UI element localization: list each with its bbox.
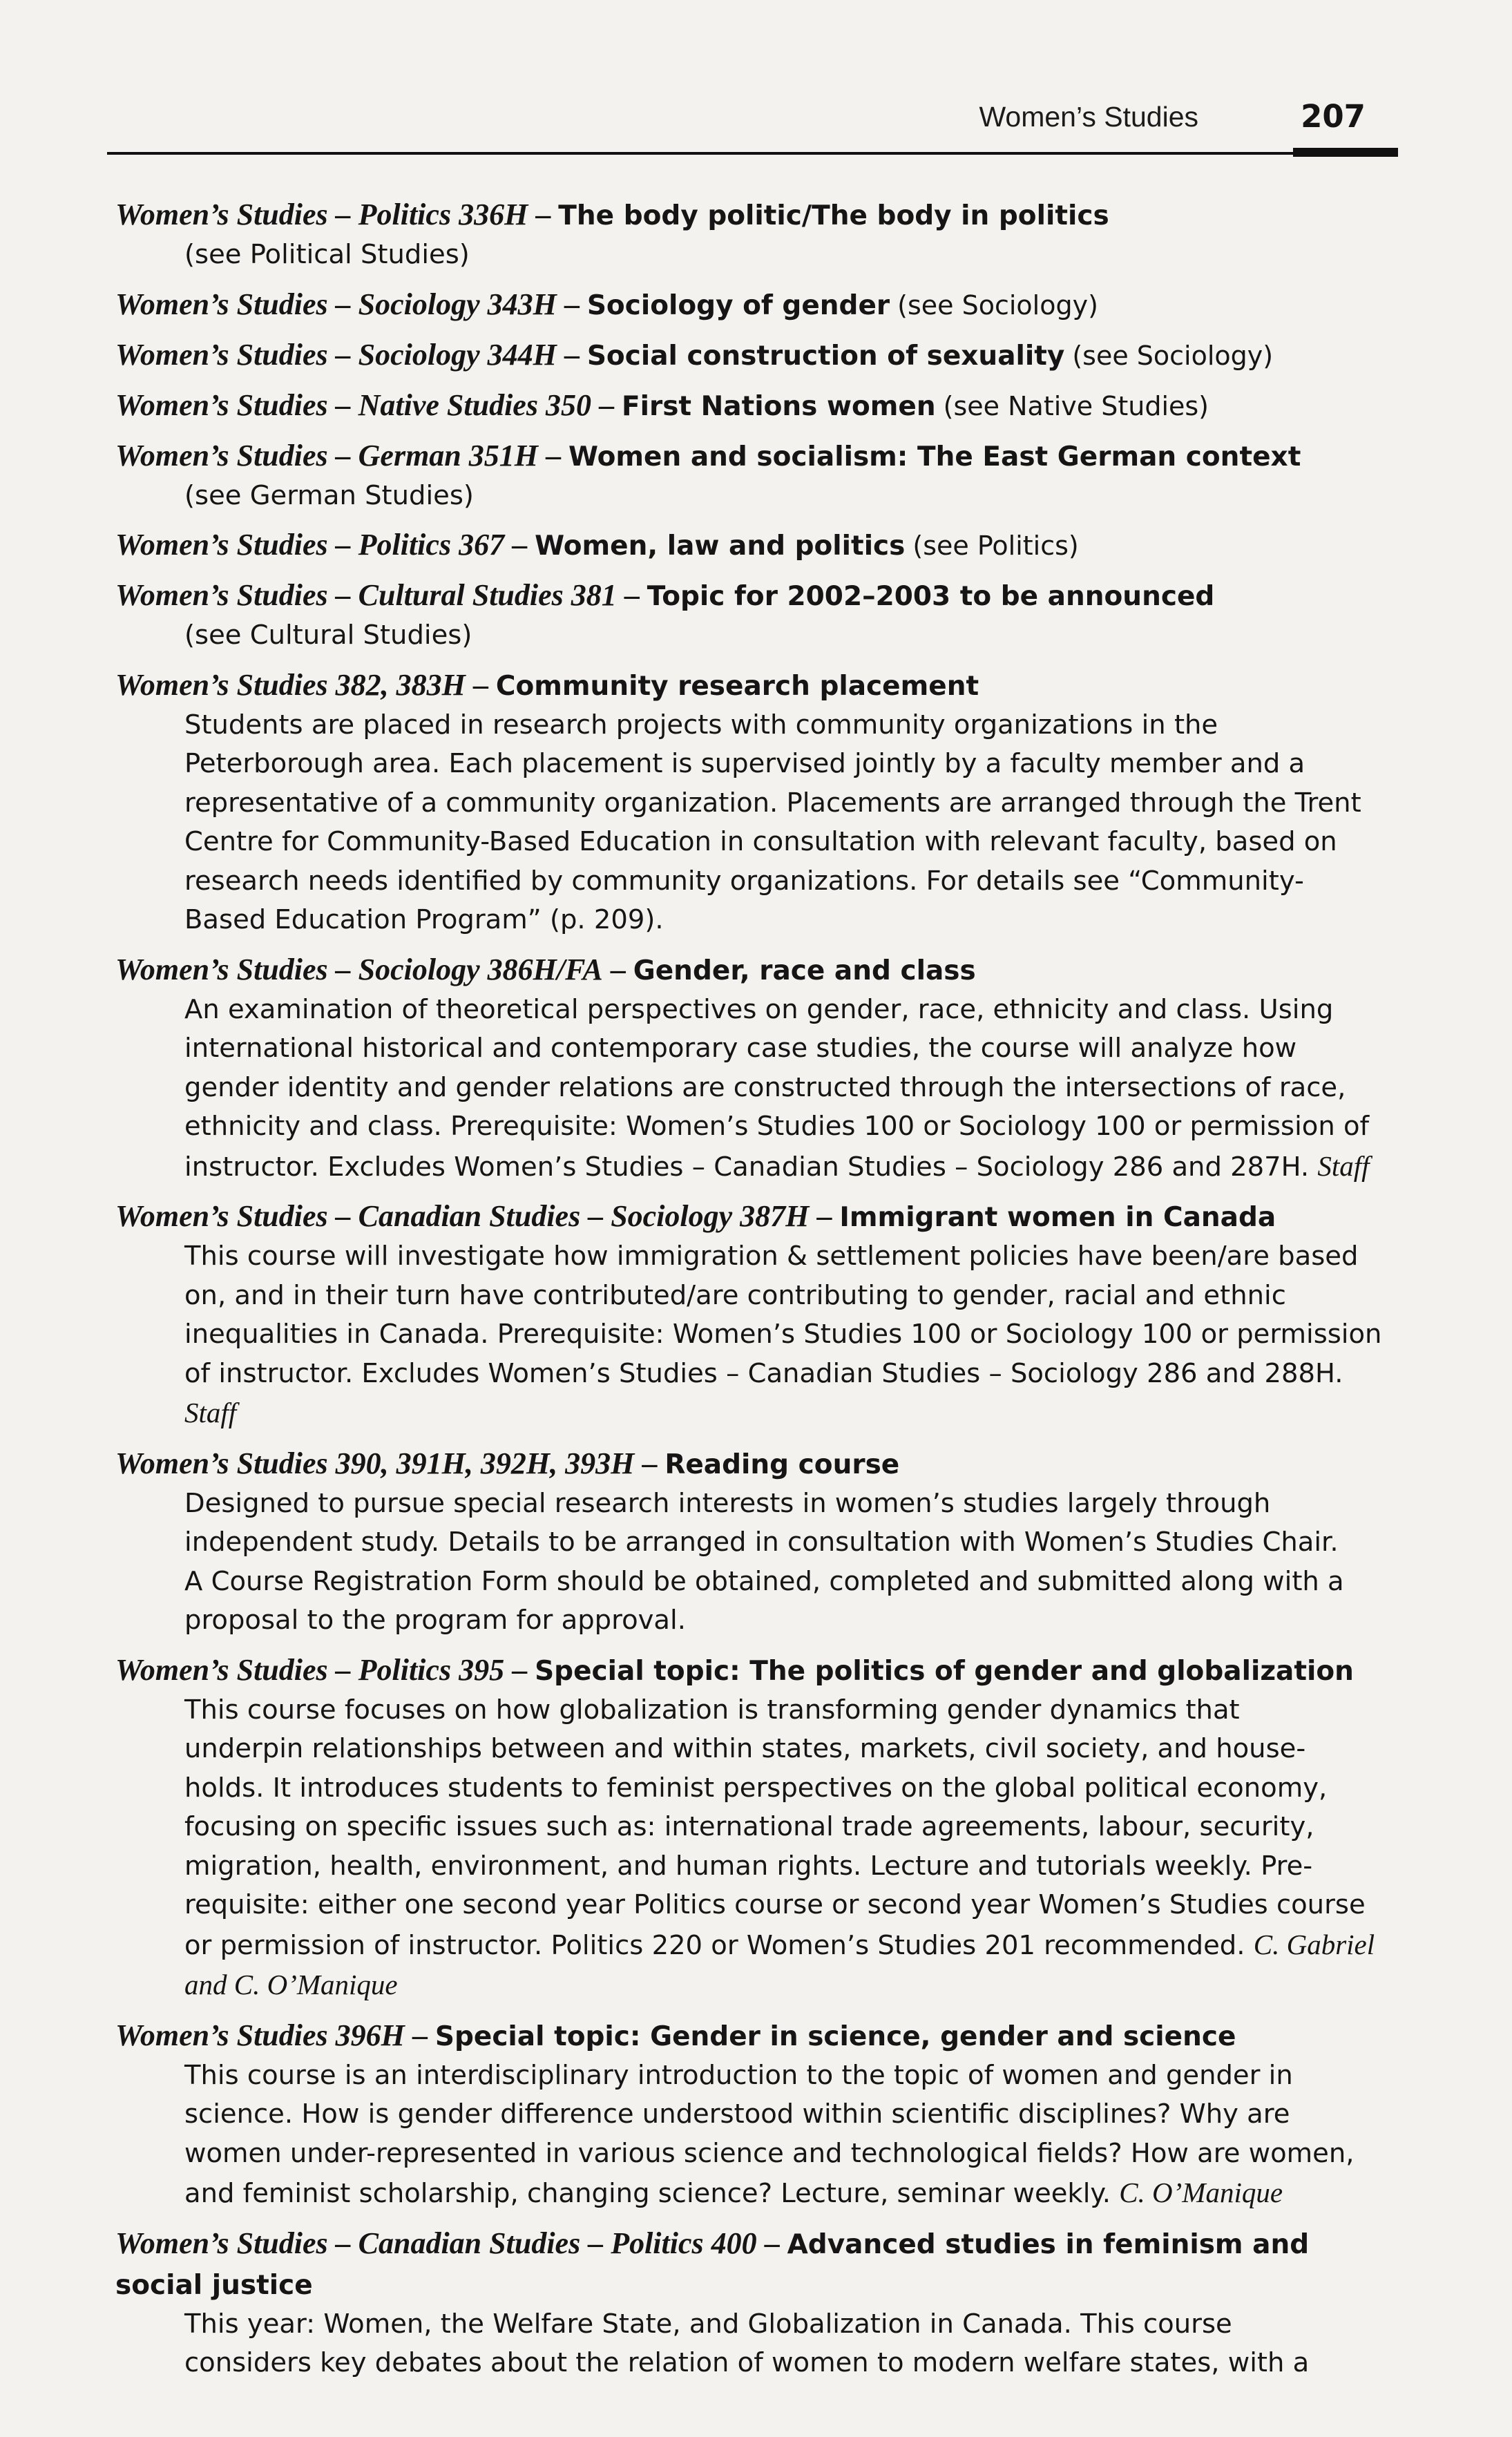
course-heading: Women’s Studies 390, 391H, 392H, 393H – Reading course xyxy=(115,1446,900,1480)
course-entry xyxy=(115,2016,1400,2214)
course-code: Women’s Studies 396H xyxy=(115,2018,405,2052)
course-title: The body politic/The body in politics xyxy=(558,200,1109,231)
course-entry xyxy=(115,1444,1400,1641)
description-text: Designed to pursue special research interests in women’s studies largely through independent study. Details to be arranged in consultation with Women’s Studies Chair. A Course Registration Form should be obtained, completed and submitted along with a proposal to the program for approval. xyxy=(184,1487,1344,1636)
course-entry xyxy=(115,2224,1400,2383)
instructor: C. O’Manique xyxy=(1119,2177,1283,2208)
cross-reference: (see Sociology) xyxy=(1072,340,1274,371)
course-title: Topic for 2002–2003 to be announced xyxy=(647,581,1215,612)
course-heading: Women’s Studies – Cultural Studies 381 – Topic for 2002–2003 to be announced xyxy=(115,578,1215,612)
header-rule xyxy=(107,152,1397,155)
course-code: Women’s Studies – Politics 336H xyxy=(115,198,528,231)
description-text: An examination of theoretical perspectives on gender, race, ethnicity and class. Using international historical and contemporary case studies, the course will analyze how gender identity and gender relations are constructed through the intersections of race, ethnicity and class. Prerequisite: Women’s Studies 100 or Sociology 100 or permission of instructor. Excludes Women’s Studies – Canadian Studies – Sociology 286 and 287H. xyxy=(184,993,1370,1183)
course-description xyxy=(184,991,1400,1187)
course-entry xyxy=(115,195,1400,275)
description-text: (see Political Studies) xyxy=(184,239,470,270)
page-number: 207 xyxy=(1301,98,1366,135)
course-heading: Women’s Studies – Politics 367 – Women, law and politics (see Politics) xyxy=(115,528,1079,562)
course-entry xyxy=(115,335,1400,376)
course-title: Women and socialism: The East German context xyxy=(568,441,1301,472)
description-text: This course is an interdisciplinary introduction to the topic of women and gender in science. How is gender difference understood within scientific disciplines? Why are women under-represented in various science and technological fields? How are women, and feminist scholarship, changing science? Lecture, seminar weekly. xyxy=(184,2059,1355,2209)
course-description xyxy=(184,477,1400,516)
section-title: Women’s Studies xyxy=(979,101,1198,133)
course-title: Special topic: Gender in science, gender and science xyxy=(434,2020,1236,2052)
course-title: Community research placement xyxy=(495,670,979,702)
course-code: Women’s Studies – Politics 395 xyxy=(115,1652,505,1687)
course-title: Special topic: The politics of gender and globalization xyxy=(535,1655,1354,1687)
course-title: Social construction of sexuality xyxy=(586,340,1065,372)
description-text: Students are placed in research projects with community organizations in the Peterborough area. Each placement is supervised jointly by a faculty member and a representative of a community organization. Placements are arranged through the Trent Centre for Community-Based Education in consultation with relevant faculty, based on research needs identified by community organizations. For details see “Community- Based Education Program” (p. 209). xyxy=(184,709,1361,935)
course-description xyxy=(184,1237,1400,1434)
course-title: Gender, race and class xyxy=(633,955,976,986)
course-entry xyxy=(115,950,1400,1187)
course-title: Advanced studies in feminism and social justice xyxy=(115,2228,1310,2301)
course-title: Women, law and politics xyxy=(535,531,906,562)
course-code: Women’s Studies – Politics 367 xyxy=(115,528,505,562)
course-title: Sociology of gender xyxy=(586,289,890,321)
course-code: Women’s Studies – Canadian Studies – Sociology 387H xyxy=(115,1199,810,1233)
course-description xyxy=(184,1691,1400,2006)
course-code: Women’s Studies – Sociology 386H/FA xyxy=(115,952,603,986)
course-heading: Women’s Studies – Politics 336H – The body politic/The body in politics xyxy=(115,198,1109,231)
course-heading: Women’s Studies – Canadian Studies – Sociology 387H – Immigrant women in Canada xyxy=(115,1199,1276,1233)
course-code: Women’s Studies 390, 391H, 392H, 393H xyxy=(115,1446,635,1480)
running-header xyxy=(107,97,1399,152)
course-heading: Women’s Studies – German 351H – Women and socialism: The East German context xyxy=(115,438,1301,472)
course-code: Women’s Studies – Native Studies 350 xyxy=(115,388,591,422)
course-title: Reading course xyxy=(664,1449,900,1480)
course-entry xyxy=(115,285,1400,325)
course-heading: Women’s Studies – Sociology 343H – Sociology of gender (see Sociology) xyxy=(115,287,1098,321)
course-code: Women’s Studies – Cultural Studies 381 xyxy=(115,578,617,612)
cross-reference: (see Politics) xyxy=(912,531,1079,561)
course-description xyxy=(184,1484,1400,1641)
course-description xyxy=(184,616,1400,656)
description-text: This year: Women, the Welfare State, and Globalization in Canada. This course considers key debates about the relation of women to modern welfare states, with a xyxy=(184,2308,1310,2378)
course-code: Women’s Studies 382, 383H xyxy=(115,667,466,702)
course-entry xyxy=(115,665,1400,940)
header-rule-tab xyxy=(1293,148,1398,157)
cross-reference: (see Native Studies) xyxy=(943,390,1209,421)
course-description xyxy=(184,2305,1400,2383)
instructor: Staff xyxy=(1317,1149,1370,1182)
course-entry xyxy=(115,436,1400,516)
course-heading: Women’s Studies – Sociology 386H/FA – Gender, race and class xyxy=(115,952,976,986)
course-code: Women’s Studies – Canadian Studies – Politics 400 xyxy=(115,2226,757,2260)
course-code: Women’s Studies – German 351H xyxy=(115,438,538,472)
instructor: Staff xyxy=(184,1397,237,1428)
description-text: This course focuses on how globalization is transforming gender dynamics that underpin relationships between and within states, markets, civil society, and house- holds. It introduces students to feminist perspectives on the global political economy, focusing on specific issues such as: international trade agreements, labour, security, migration, health, environment, and human rights. Lecture and tutorials weekly. Pre- requisite: either one second year Politics course or second year Women’s Studies course or permission of instructor. Politics 220 or Women’s Studies 201 recommended. xyxy=(184,1694,1366,1961)
course-description xyxy=(184,236,1400,275)
course-title: Immigrant women in Canada xyxy=(839,1202,1276,1233)
course-entry xyxy=(115,575,1400,656)
course-entry xyxy=(115,385,1400,426)
course-entry xyxy=(115,1650,1400,2006)
description-text: (see Cultural Studies) xyxy=(184,620,472,651)
course-heading: Women’s Studies – Politics 395 – Special topic: The politics of gender and globalization xyxy=(115,1652,1354,1687)
course-heading: Women’s Studies – Canadian Studies – Politics 400 – Advanced studies in feminism and social justice xyxy=(115,2226,1310,2301)
description-text: This course will investigate how immigration & settlement policies have been/are based on, and in their turn have contributed/are contributing to gender, racial and ethnic inequalities in Canada. Prerequisite: Women’s Studies 100 or Sociology 100 or permission of instructor. Excludes Women’s Studies – Canadian Studies – Sociology 286 and 288H. xyxy=(184,1241,1382,1389)
course-code: Women’s Studies – Sociology 343H xyxy=(115,287,557,321)
course-list xyxy=(115,195,1400,2393)
cross-reference: (see Sociology) xyxy=(897,289,1098,321)
description-text: (see German Studies) xyxy=(184,479,474,511)
instructor: C. Gabriel and C. O’Manique xyxy=(184,1928,1375,2000)
course-description xyxy=(184,2056,1400,2214)
course-title: First Nations women xyxy=(621,390,936,422)
course-heading: Women’s Studies 382, 383H – Community research placement xyxy=(115,667,979,702)
course-heading: Women’s Studies 396H – Special topic: Gender in science, gender and science xyxy=(115,2018,1236,2052)
course-entry xyxy=(115,1196,1400,1434)
course-code: Women’s Studies – Sociology 344H xyxy=(115,337,557,372)
course-heading: Women’s Studies – Sociology 344H – Social construction of sexuality (see Sociology) xyxy=(115,337,1274,372)
course-entry xyxy=(115,525,1400,566)
course-heading: Women’s Studies – Native Studies 350 – First Nations women (see Native Studies) xyxy=(115,388,1209,422)
course-description xyxy=(184,706,1400,940)
